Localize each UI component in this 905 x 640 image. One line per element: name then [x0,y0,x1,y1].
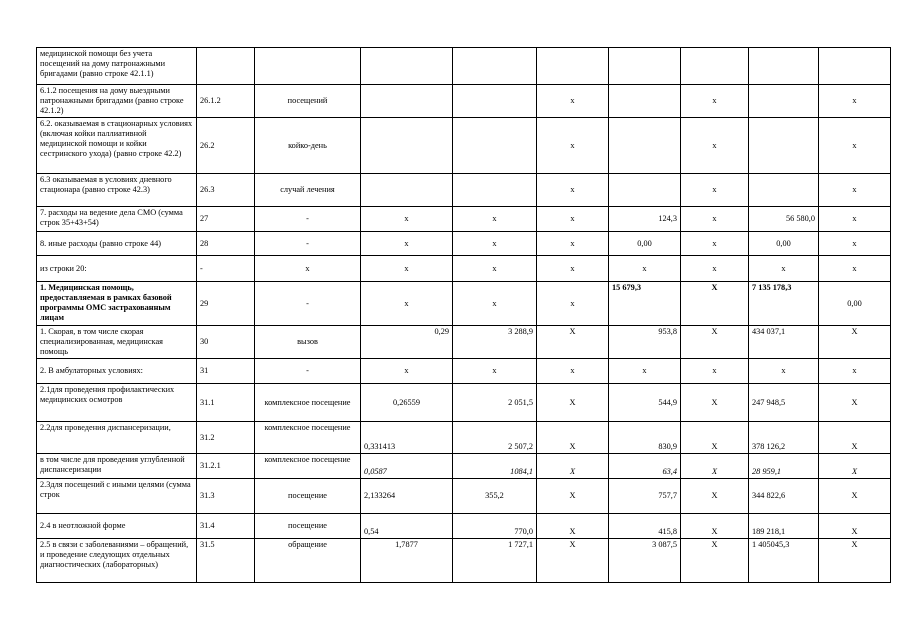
table-row [37,282,891,326]
cell: х [453,282,537,326]
cell: х [537,174,609,207]
cell [361,48,453,85]
cell: 830,9 [609,422,681,454]
cell: 3 087,5 [609,539,681,583]
cell: х [609,359,681,384]
cell: 124,3 [609,207,681,232]
table-row [37,514,891,539]
cell: Х [819,422,891,454]
cell: Х [681,539,749,583]
row-unit: посещений [255,85,361,118]
row-code: 31.5 [197,539,255,583]
cell [609,174,681,207]
cell [749,48,819,85]
row-unit: случай лечения [255,174,361,207]
cell: Х [537,539,609,583]
table-row [37,232,891,256]
cell: 344 822,6 [749,479,819,514]
row-unit [255,48,361,85]
cell: х [819,256,891,282]
row-label: в том числе для проведения углубленной диспансеризации [37,454,197,479]
row-label: медицинской помощи без учета посещений на дому патронажными бригадами (равно строке 42.1.1) [37,48,197,85]
cell: х [537,85,609,118]
row-unit: посещение [255,514,361,539]
cell: Х [819,384,891,422]
cell: х [453,232,537,256]
cell: х [681,174,749,207]
row-code: 31.2.1 [197,454,255,479]
table-row [37,539,891,583]
cell [609,85,681,118]
cell: 15 679,3 [609,282,681,326]
cell: 378 126,2 [749,422,819,454]
row-code: 31.1 [197,384,255,422]
cell [681,48,749,85]
cell: Х [819,326,891,359]
cell: х [681,232,749,256]
row-unit: койко-день [255,118,361,174]
cell: х [537,232,609,256]
table-row [37,384,891,422]
cell: х [537,359,609,384]
cell: Х [681,422,749,454]
cell: х [681,207,749,232]
cell: х [361,207,453,232]
row-unit: - [255,207,361,232]
cell [453,118,537,174]
cell: х [537,256,609,282]
row-unit: - [255,282,361,326]
cell [453,48,537,85]
cell: х [361,359,453,384]
cell: 56 580,0 [749,207,819,232]
cell: 1 405045,3 [749,539,819,583]
cell: х [609,256,681,282]
cell: х [361,282,453,326]
cell: Х [819,539,891,583]
table-row [37,454,891,479]
row-label: 6.1.2 посещения на дому выездными патронажными бригадами (равно строке 42.1.2) [37,85,197,118]
row-unit: посещение [255,479,361,514]
row-label: 6.3 оказываемая в условиях дневного стационара (равно строке 42.3) [37,174,197,207]
cell: х [453,207,537,232]
row-label: 2. В амбулаторных условиях: [37,359,197,384]
cell: х [681,359,749,384]
cell: Х [819,514,891,539]
cell: х [681,118,749,174]
table-row [37,174,891,207]
row-unit: комплексное посещение [255,422,361,454]
table-row [37,48,891,85]
cell: Х [537,514,609,539]
row-label: 2.4 в неотложной форме [37,514,197,539]
table-row [37,479,891,514]
cell [361,85,453,118]
cell: 2 507,2 [453,422,537,454]
cell: Х [819,479,891,514]
row-label: 6.2. оказываемая в стационарных условиях (включая койки паллиативной медицинской помощи и койки сестринского ухода) (равно строке 42.2) [37,118,197,174]
row-code: 31.2 [197,422,255,454]
cell: х [537,207,609,232]
cell: 0,54 [361,514,453,539]
financing-table [36,47,891,583]
table-row [37,359,891,384]
cell [453,85,537,118]
cell: х [819,85,891,118]
cell [749,118,819,174]
cell: Х [537,454,609,479]
row-unit: х [255,256,361,282]
row-label: 1. Медицинская помощь, предоставляемая в рамках базовой программы ОМС застрахованным лицам [37,282,197,326]
row-code: 29 [197,282,255,326]
cell: Х [537,326,609,359]
row-code: - [197,256,255,282]
cell: х [537,118,609,174]
row-unit: вызов [255,326,361,359]
row-label: 2.5 в связи с заболеваниями – обращений, и проведение следующих отдельных диагностических (лабораторных) [37,539,197,583]
row-unit: - [255,232,361,256]
table-row [37,326,891,359]
cell: х [537,282,609,326]
table-row [37,422,891,454]
cell: 415,8 [609,514,681,539]
cell: Х [537,479,609,514]
cell: 355,2 [453,479,537,514]
cell: 1 727,1 [453,539,537,583]
cell: Х [681,326,749,359]
cell [361,118,453,174]
cell: х [819,174,891,207]
row-label: 1. Скорая, в том числе скорая специализированная, медицинская помощь [37,326,197,359]
row-unit: обращение [255,539,361,583]
cell: 63,4 [609,454,681,479]
cell [537,48,609,85]
cell: 0,29 [361,326,453,359]
row-label: 7. расходы на ведение дела СМО (сумма строк 35+43+54) [37,207,197,232]
cell: х [453,359,537,384]
row-code: 27 [197,207,255,232]
row-code: 26.2 [197,118,255,174]
cell: 1084,1 [453,454,537,479]
cell: Х [537,422,609,454]
cell: 0,00 [749,232,819,256]
row-code [197,48,255,85]
table-row [37,85,891,118]
cell: х [749,359,819,384]
cell: 544,9 [609,384,681,422]
cell [749,85,819,118]
cell: 189 218,1 [749,514,819,539]
row-label: из строки 20: [37,256,197,282]
cell [609,48,681,85]
row-unit: комплексное посещение [255,384,361,422]
cell: х [681,85,749,118]
cell: х [819,232,891,256]
row-code: 31.4 [197,514,255,539]
cell: 247 948,5 [749,384,819,422]
row-label: 8. иные расходы (равно строке 44) [37,232,197,256]
cell: х [749,256,819,282]
cell: 1,7877 [361,539,453,583]
table-row [37,118,891,174]
cell: 0,00 [609,232,681,256]
row-label: 2.2для проведения диспансеризации, [37,422,197,454]
cell: 7 135 178,3 [749,282,819,326]
cell: х [361,256,453,282]
cell: Х [681,514,749,539]
cell: 28 959,1 [749,454,819,479]
cell: х [453,256,537,282]
row-label: 2.3для посещений с иными целями (сумма строк [37,479,197,514]
cell [361,174,453,207]
cell: Х [681,479,749,514]
cell [453,174,537,207]
cell: 0,26559 [361,384,453,422]
row-code: 28 [197,232,255,256]
row-code: 26.1.2 [197,85,255,118]
cell [609,118,681,174]
cell: х [819,359,891,384]
cell: Х [681,282,749,326]
cell: х [819,207,891,232]
row-code: 30 [197,326,255,359]
cell: 757,7 [609,479,681,514]
cell: 3 288,9 [453,326,537,359]
cell: х [819,118,891,174]
cell: 770,0 [453,514,537,539]
row-unit: комплексное посещение [255,454,361,479]
row-unit: - [255,359,361,384]
cell: х [361,232,453,256]
cell: 2,133264 [361,479,453,514]
row-label: 2.1для проведения профилактических медицинских осмотров [37,384,197,422]
table-row [37,207,891,232]
cell: 0,0587 [361,454,453,479]
row-code: 31.3 [197,479,255,514]
cell: 434 037,1 [749,326,819,359]
cell: Х [819,454,891,479]
cell: Х [681,454,749,479]
table-row [37,256,891,282]
cell: 0,00 [819,282,891,326]
cell: Х [537,384,609,422]
cell: 0,331413 [361,422,453,454]
row-code: 31 [197,359,255,384]
cell: 2 051,5 [453,384,537,422]
cell [819,48,891,85]
cell: 953,8 [609,326,681,359]
cell [749,174,819,207]
cell: Х [681,384,749,422]
cell: х [681,256,749,282]
row-code: 26.3 [197,174,255,207]
